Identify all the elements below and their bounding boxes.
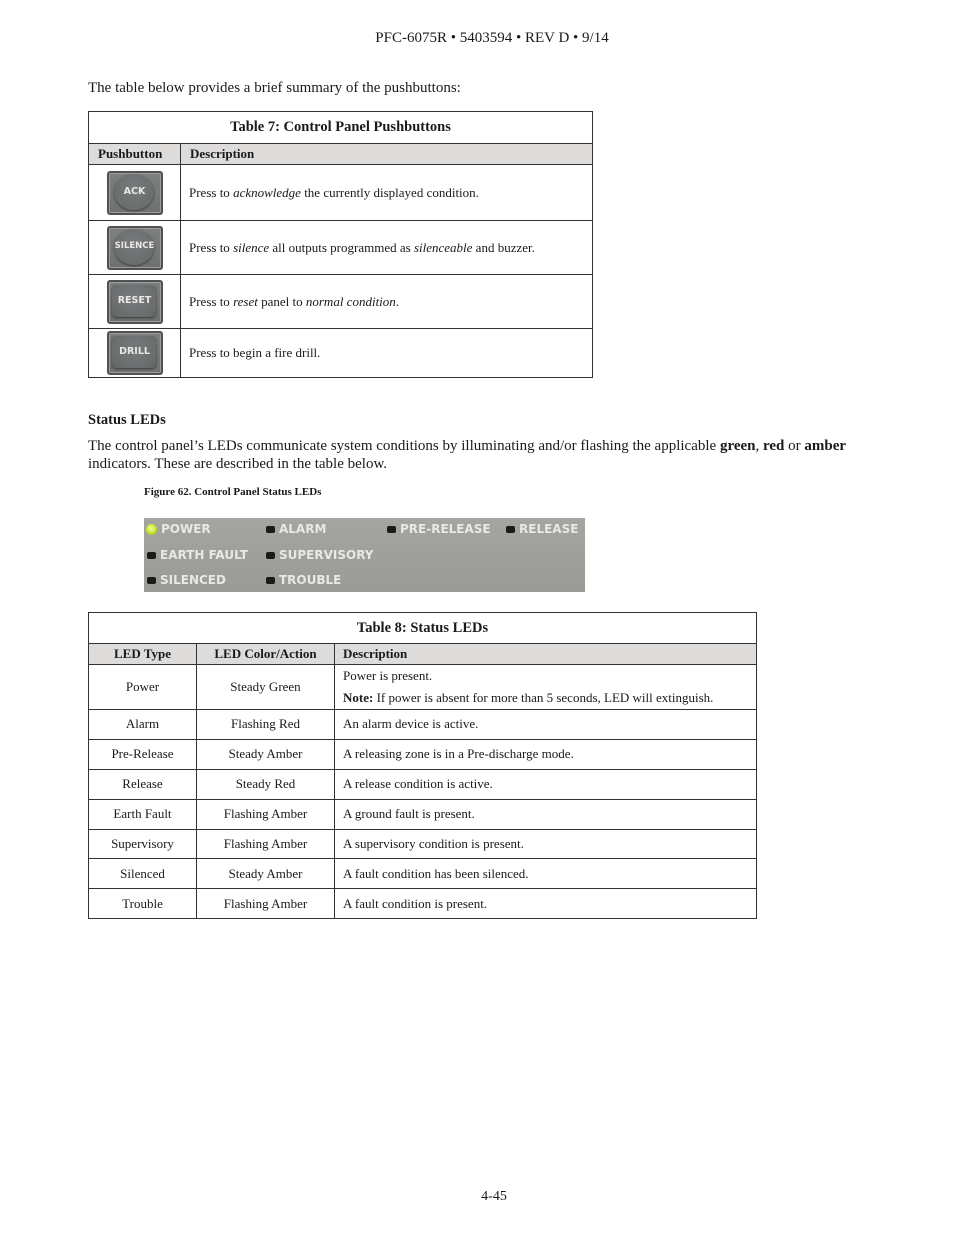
status-leds-paragraph: The control panel’s LEDs communicate system conditions by illuminating and/or flashing the applicable green, red or amber indicators. These are described in the table below. (88, 438, 847, 472)
figure-caption: Figure 62. Control Panel Status LEDs (144, 486, 322, 498)
table-row: Alarm Flashing Red An alarm device is active. (89, 710, 757, 740)
row-description: Press to silence all outputs programmed as silenceable and buzzer. (181, 221, 593, 275)
row-description: Press to reset panel to normal condition. (181, 275, 593, 329)
status-led-panel-image (144, 518, 585, 592)
status-leds-heading: Status LEDs (88, 412, 166, 428)
col-led-description: Description (335, 644, 757, 665)
led-indicator (266, 552, 275, 559)
table-row (89, 221, 593, 275)
col-pushbutton: Pushbutton (89, 144, 181, 165)
release-led: RELEASE (506, 522, 578, 536)
power-led: POWER (146, 522, 211, 536)
table-row (89, 275, 593, 329)
led-indicator-on (146, 524, 157, 535)
led-indicator (266, 577, 275, 584)
status-leds-table (88, 612, 757, 919)
led-indicator (387, 526, 396, 533)
led-type-cell: Power (89, 665, 197, 710)
row-description: Press to begin a fire drill. (181, 329, 593, 378)
led-indicator (506, 526, 515, 533)
supervisory-led: SUPERVISORY (266, 548, 374, 562)
row-description: Press to acknowledge the currently displayed condition. (181, 165, 593, 221)
col-description: Description (181, 144, 593, 165)
table-row: Supervisory Flashing Amber A supervisory condition is present. (89, 829, 757, 859)
drill-label: DRILL (119, 346, 150, 357)
table-row (89, 665, 757, 710)
col-led-color: LED Color/Action (197, 644, 335, 665)
silenced-led: SILENCED (147, 573, 226, 587)
led-indicator (147, 552, 156, 559)
table7-caption: Table 7: Control Panel Pushbuttons (89, 112, 593, 144)
earth-fault-led: EARTH FAULT (147, 548, 248, 562)
table-row: Pre-Release Steady Amber A releasing zone is in a Pre-discharge mode. (89, 739, 757, 769)
table-row: Silenced Steady Amber A fault condition has been silenced. (89, 859, 757, 889)
page-number: 4-45 (481, 1189, 507, 1204)
table-row (89, 329, 593, 378)
intro-text: The table below provides a brief summary of the pushbuttons: (88, 80, 461, 96)
col-led-type: LED Type (89, 644, 197, 665)
table-row: Release Steady Red A release condition is active. (89, 769, 757, 799)
drill-button-image (107, 331, 163, 375)
table-row (89, 165, 593, 221)
pre-release-led: PRE-RELEASE (387, 522, 491, 536)
silence-label: SILENCE (114, 240, 155, 251)
reset-button-image (107, 280, 163, 324)
table-row: Earth Fault Flashing Amber A ground fault is present. (89, 799, 757, 829)
reset-label: RESET (117, 294, 152, 306)
ack-label: ACK (123, 185, 146, 197)
ack-button-image (107, 171, 163, 215)
silence-button-image (107, 226, 163, 270)
pushbuttons-table (88, 111, 593, 378)
table8-caption: Table 8: Status LEDs (89, 613, 757, 644)
trouble-led: TROUBLE (266, 573, 341, 587)
led-description-cell: Power is present. Note: If power is absent for more than 5 seconds, LED will extinguish. (335, 665, 757, 710)
led-indicator (147, 577, 156, 584)
led-color-cell: Steady Green (197, 665, 335, 710)
alarm-led: ALARM (266, 522, 326, 536)
table-row: Trouble Flashing Amber A fault condition is present. (89, 889, 757, 919)
led-indicator (266, 526, 275, 533)
page-header: PFC-6075R • 5403594 • REV D • 9/14 (375, 30, 609, 46)
